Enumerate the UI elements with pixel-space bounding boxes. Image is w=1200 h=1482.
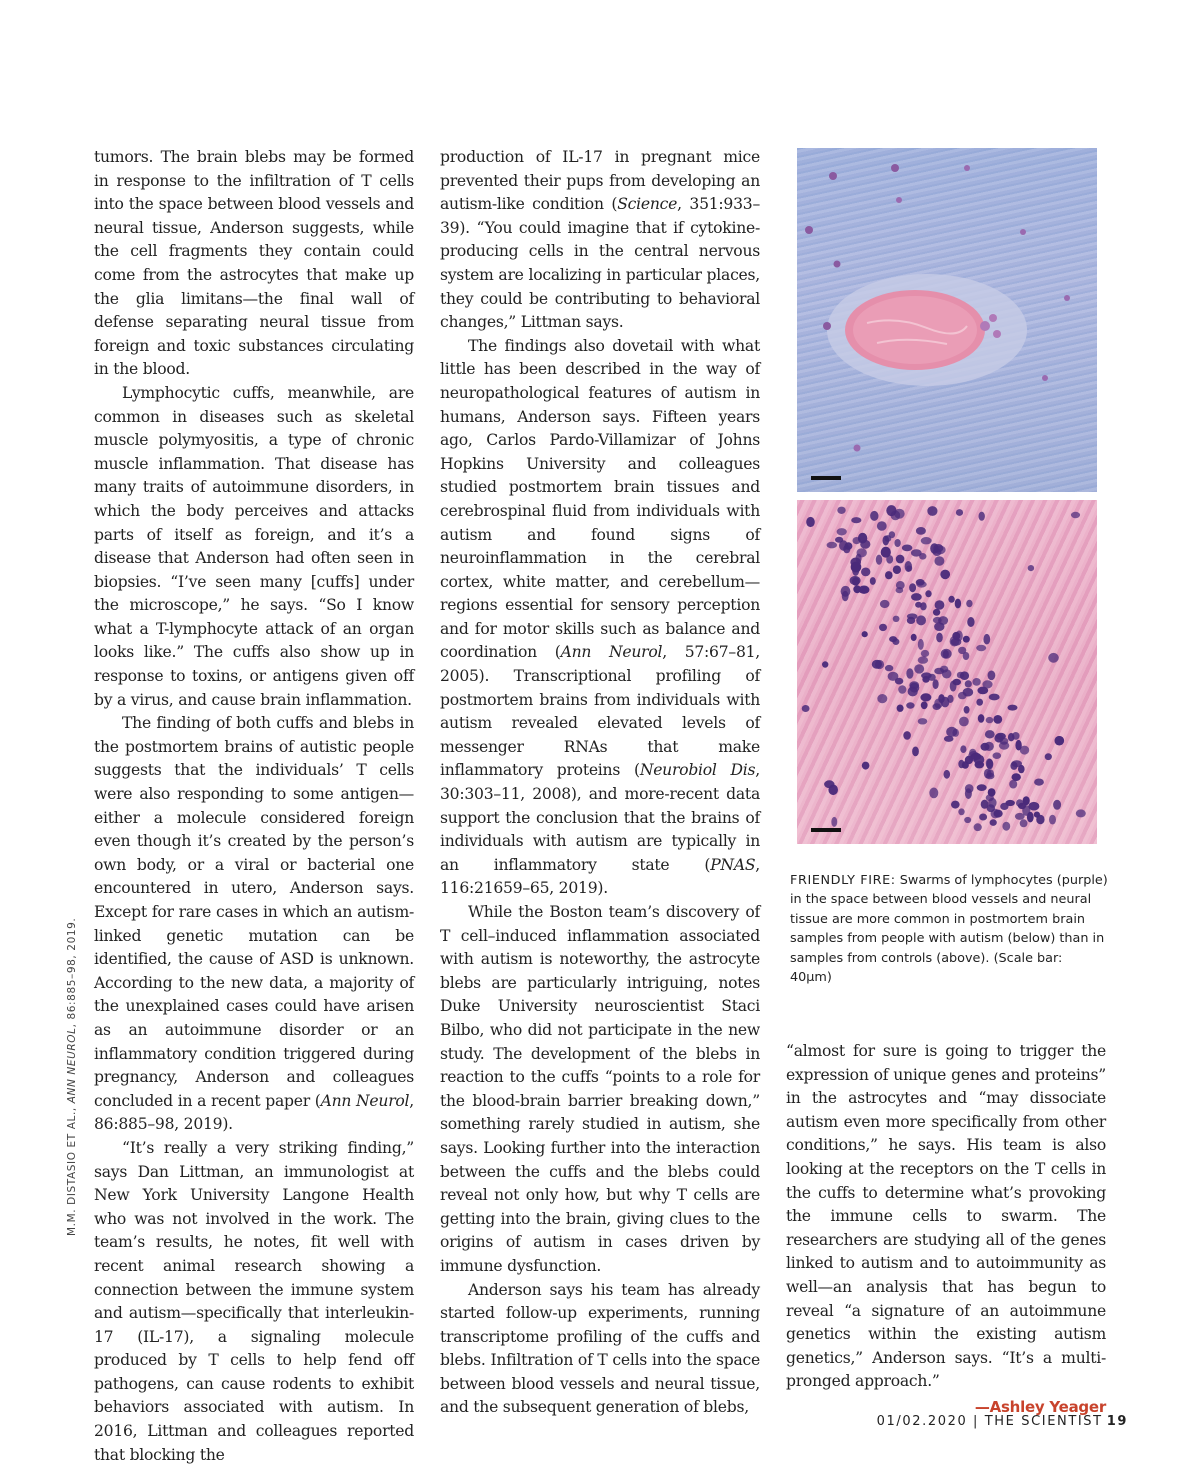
cell-nucleus xyxy=(1015,740,1021,751)
cell-nucleus xyxy=(958,808,964,815)
cell-nucleus xyxy=(955,599,961,609)
cell-nucleus xyxy=(979,814,987,821)
citation-journal: Science xyxy=(617,195,678,214)
cell-nucleus xyxy=(952,679,961,686)
paragraph: “It’s really a very striking finding,” says Dan Littman, an immunologist at New York University Langone Health who was not involved in the work. The team’s results, he notes, fit well with recent animal research showing a connection between the immune system and autism—specifically that interleukin-17 (IL-17), a signaling molecule produced by T cells to help fend off pathogens, can cause rodents to exhibit behaviors associated with autism. In 2016, Littman and colleagues reported that blocking the xyxy=(94,1138,414,1464)
cell-nucleus xyxy=(909,583,916,592)
cell-nucleus xyxy=(940,570,950,580)
cell-nucleus xyxy=(916,527,926,535)
cell-nucleus xyxy=(940,666,948,673)
cell-nucleus xyxy=(990,819,997,826)
cell-nucleus xyxy=(983,634,990,645)
cell-nucleus xyxy=(896,587,904,593)
cell-nucleus xyxy=(999,742,1009,750)
cell-nucleus xyxy=(1012,773,1021,781)
paragraph: “almost for sure is going to trigger the expression of unique genes and proteins” in the astrocytes and “may dissociate autism even more specifically from other conditions,” he says. His team is also looking at the receptors on the T cells in the cuffs to determine what’s provoking the immune cells to swarm. The researchers are studying all of the genes linked to autism and to autoimmunity as well—an analysis that has begun to reveal “a signature of an autoimmune genetics within the existing autism genetics,” Anderson says. “It’s a multi-pronged approach.” xyxy=(786,1042,1106,1391)
cell-nucleus xyxy=(933,679,939,689)
cell-nucleus xyxy=(822,661,828,667)
cell-nucleus xyxy=(802,705,810,712)
cell-nucleus xyxy=(851,517,861,523)
cell-nucleus xyxy=(948,596,954,603)
micrograph-control xyxy=(797,148,1097,492)
cell-nucleus xyxy=(920,602,927,610)
article-column-3 xyxy=(786,1040,1106,1420)
citation-journal: PNAS xyxy=(710,855,756,874)
cell-nucleus xyxy=(976,699,983,706)
cell-nucleus xyxy=(916,615,926,625)
cell-nucleus xyxy=(1027,812,1034,823)
cell-nucleus xyxy=(893,565,901,574)
cell-nucleus xyxy=(964,817,971,823)
cell-nucleus xyxy=(885,665,893,671)
cell-nucleus xyxy=(941,649,952,659)
page-footer xyxy=(877,1414,1128,1429)
cell-nucleus xyxy=(918,639,924,650)
cell-nucleus xyxy=(880,600,890,608)
cell-nucleus xyxy=(862,762,870,770)
cell-nucleus xyxy=(906,702,914,708)
cell-nucleus xyxy=(1076,809,1086,817)
cell-nucleus xyxy=(1011,760,1022,767)
cell-nucleus xyxy=(898,685,906,694)
cell-nucleus xyxy=(979,512,985,521)
cell-nucleus xyxy=(921,701,928,709)
citation-journal: Ann Neurol xyxy=(560,643,663,662)
paragraph: Anderson says his team has already started follow-up experiments, running transcriptome profiling of the cuffs and blebs. Infiltration of T cells into the space between blood vessels and neural tissue, and the subsequent generation of blebs, xyxy=(440,1280,760,1417)
cell-nucleus xyxy=(827,542,837,549)
cell-nucleus xyxy=(912,747,919,757)
cell-nucleus xyxy=(861,568,870,577)
cell-nucleus xyxy=(933,609,940,616)
cell-nucleus xyxy=(902,545,913,552)
cell-nucleus xyxy=(921,650,929,657)
cell-nucleus xyxy=(963,636,970,643)
cell-nucleus xyxy=(951,801,960,809)
cell-nucleus xyxy=(993,752,1002,759)
cell-nucleus xyxy=(1034,812,1040,818)
cell-nucleus xyxy=(908,687,918,697)
cell-nucleus xyxy=(885,571,893,579)
cell-nucleus xyxy=(984,769,992,779)
cell-nucleus xyxy=(870,511,878,521)
cell-nucleus xyxy=(1028,565,1034,571)
cell-nucleus xyxy=(1002,822,1010,831)
article-column-2 xyxy=(440,146,760,1420)
cell-nucleus xyxy=(914,664,924,673)
cell-nucleus xyxy=(974,823,982,831)
cell-nucleus xyxy=(1006,800,1015,806)
cell-nucleus xyxy=(876,555,882,565)
cell-nucleus xyxy=(981,743,990,751)
cell-nucleus xyxy=(911,593,922,601)
cell-nucleus xyxy=(964,706,970,714)
cell-nucleus xyxy=(1048,653,1059,663)
cell-nucleus xyxy=(1015,813,1025,820)
cell-nucleus xyxy=(935,600,945,610)
image-credit: M.M. DISTASIO ET AL., ANN NEUROL, 86:885–98, 2019. xyxy=(66,917,78,1236)
cell-nucleus xyxy=(967,617,974,627)
cell-nucleus xyxy=(837,507,845,514)
scale-bar xyxy=(811,828,841,832)
cell-nucleus xyxy=(981,800,989,809)
paragraph: tumors. The brain blebs may be formed in response to the infiltration of T cells into the space between blood vessels and neural tissue, Anderson suggests, while the cell fragments they contain could come from the astrocytes that make up the glia limitans—the final wall of defense separating neural tissue from foreign and toxic substances circulating in the blood. xyxy=(94,148,414,379)
cell-nucleus xyxy=(911,634,917,641)
cell-nucleus xyxy=(919,553,926,560)
paragraph: While the Boston team’s discovery of T cell–induced inflammation associated with autism is noteworthy, the astrocyte blebs are particularly intriguing, notes Duke University neuroscientist Staci Bilbo, who did not participate in the new study. The development of the blebs in reaction to the cuffs “points to a role for the blood-brain barrier breaking down,” something rarely studied in autism, she says. Looking further into the interaction between the cuffs and the blebs could reveal not only how, but why T cells are getting into the brain, giving clues to the origins of autism in cases driven by immune dysfunction. xyxy=(440,903,760,1275)
cell-nucleus xyxy=(839,540,848,550)
citation-journal: Neurobiol Dis xyxy=(639,761,756,780)
cell-nucleus xyxy=(972,678,980,686)
cell-nucleus xyxy=(986,717,994,723)
cell-nucleus xyxy=(907,613,918,619)
cell-nucleus xyxy=(894,539,900,547)
cell-nucleus xyxy=(877,694,887,703)
micrograph-autism xyxy=(797,500,1097,844)
cell-nucleus xyxy=(1016,799,1023,807)
cell-nucleus xyxy=(977,784,987,791)
cell-nucleus xyxy=(929,788,938,799)
cell-nucleus xyxy=(1053,800,1061,810)
cell-nucleus xyxy=(921,537,932,544)
cell-nucleus xyxy=(1028,802,1039,811)
cell-nucleus xyxy=(934,556,944,566)
citation-journal: Ann Neurol xyxy=(320,1091,410,1110)
cell-nucleus xyxy=(806,517,815,527)
cell-nucleus xyxy=(895,678,903,685)
author-byline: —Ashley Yeager xyxy=(974,1397,1106,1416)
cell-nucleus xyxy=(879,624,887,631)
cell-nucleus xyxy=(877,521,887,531)
cell-nucleus xyxy=(936,633,943,643)
caption-heading: FRIENDLY FIRE: xyxy=(790,873,896,888)
cell-nucleus xyxy=(960,745,966,753)
cell-nucleus xyxy=(918,656,928,663)
cell-nucleus xyxy=(993,715,1002,724)
cell-nucleus xyxy=(837,528,847,535)
cell-nucleus xyxy=(1012,732,1020,740)
cell-nucleus xyxy=(946,727,957,737)
paragraph: The finding of both cuffs and blebs in the postmortem brains of autistic people suggests that the individuals’ T cells were also responding to some antigen—either a molecule considered foreign even though it’s created by the person’s own body, or a viral or bacterial one encountered in utero, Anderson says. Except for rare cases in which an autism-linked genetic mutation can be identified, the cause of ASD is unknown. According to the new data, a majority of the unexplained cases could have arisen as an autoimmune disorder or an inflammatory condition triggered during pregnancy, Anderson and colleagues concluded in a recent paper (Ann Neurol, 86:885–98, 2019). xyxy=(94,714,414,1134)
article-column-1 xyxy=(94,146,414,1467)
paragraph: production of IL-17 in pregnant mice prevented their pups from developing an autism-like condition (Science, 351:933–39). “You could imagine that if cytokine-producing cells in the central nervous system are localizing in particular places, they could be contributing to behavioral changes,” Littman says. xyxy=(440,148,760,332)
cell-nucleus xyxy=(927,506,937,516)
cell-nucleus xyxy=(934,699,943,709)
cell-nucleus xyxy=(986,758,993,768)
cell-nucleus xyxy=(965,680,972,687)
caption-text: Swarms of lymphocytes (purple) in the space between blood vessels and neural tissue are more common in postmortem brain samples from people with autism (below) than in samples from controls (above). (Scale bar: 40μm) xyxy=(790,873,1108,986)
cell-nucleus xyxy=(872,660,882,669)
cell-nucleus xyxy=(976,645,986,651)
cell-nucleus xyxy=(1023,796,1030,805)
cell-nucleus xyxy=(966,600,972,608)
cell-nucleus xyxy=(959,717,969,727)
cell-nucleus xyxy=(974,755,985,765)
cell-nucleus xyxy=(897,705,904,712)
cell-nucleus xyxy=(977,687,988,695)
cell-nucleus xyxy=(1071,512,1080,518)
cell-nucleus xyxy=(960,671,969,680)
cell-nucleus xyxy=(922,676,929,683)
paragraph: The findings also dovetail with what little has been described in the way of neuropathological features of autism in humans, Anderson says. Fifteen years ago, Carlos Pardo-Villamizar of Johns Hopkins University and colleagues studied postmortem brain tissues and cerebrospinal fluid from individuals with autism and found signs of neuroinflammation in the cerebral cortex, white matter, and cerebellum—regions essential for sensory perception and for motor skills such as balance and coordination (Ann Neurol, 57:67–81, 2005). Transcriptional profiling of postmortem brains from individuals with autism revealed elevated levels of messenger RNAs that make inflammatory proteins (Neurobiol Dis, 30:303–11, 2008), and more-recent data support the conclusion that the brains of individuals with autism are typically in an inflammatory state (PNAS, 116:21659–65, 2019). xyxy=(440,336,760,898)
cell-nucleus xyxy=(986,794,994,801)
cell-nucleus xyxy=(842,591,849,601)
cell-nucleus xyxy=(862,631,868,637)
cell-nucleus xyxy=(1034,779,1044,786)
cell-nucleus xyxy=(906,668,913,679)
cell-nucleus xyxy=(935,546,946,555)
cell-nucleus xyxy=(859,586,870,594)
cell-nucleus xyxy=(824,780,834,788)
cell-nucleus xyxy=(985,730,995,738)
cell-nucleus xyxy=(905,561,912,572)
cell-nucleus xyxy=(850,576,861,585)
autism-tissue-illustration xyxy=(797,500,1097,844)
cell-nucleus xyxy=(886,555,893,564)
paragraph: Lymphocytic cuffs, meanwhile, are common in diseases such as skeletal muscle polymyositis, a type of chronic muscle inflammation. That disease has many traits of autoimmune disorders, in which the body perceives and attacks parts of itself as foreign, and it’s a disease that Anderson had often seen in biopsies. “I’ve seen many [cuffs] under the microscope,” he says. “So I know what a T-lymphocyte attack of an organ looks like.” The cuffs also show up in response to toxins, or antigens given off by a virus, and cause brain inflammation. xyxy=(94,383,414,709)
cell-nucleus xyxy=(903,731,911,740)
cell-nucleus xyxy=(896,555,905,564)
cell-nucleus xyxy=(831,817,837,827)
page-number: 19 xyxy=(1106,1414,1128,1429)
cell-nucleus xyxy=(893,616,900,622)
cell-nucleus xyxy=(916,581,927,587)
cell-nucleus xyxy=(894,509,905,519)
cell-nucleus xyxy=(1049,815,1056,825)
cell-nucleus xyxy=(944,770,951,779)
cell-nucleus xyxy=(988,671,996,681)
cell-nucleus xyxy=(853,537,861,544)
issue-label: 01/02.2020 | THE SCIENTIST xyxy=(876,1414,1103,1429)
cell-nucleus xyxy=(860,540,870,549)
cell-nucleus xyxy=(963,652,970,660)
cell-nucleus xyxy=(925,590,931,597)
cell-nucleus xyxy=(1045,753,1052,760)
cell-nucleus xyxy=(850,558,861,568)
cell-nucleus xyxy=(1055,736,1065,746)
cell-nucleus xyxy=(989,694,1000,701)
cell-nucleus xyxy=(956,509,963,516)
cell-nucleus xyxy=(1008,705,1018,711)
cell-nucleus xyxy=(870,577,876,585)
cell-nucleus xyxy=(885,535,892,542)
cell-nucleus xyxy=(934,622,944,631)
cell-nucleus xyxy=(952,632,960,640)
scale-bar xyxy=(811,476,841,480)
cell-nucleus xyxy=(1009,780,1017,789)
cell-nucleus xyxy=(958,760,964,769)
cell-nucleus xyxy=(947,695,953,703)
cell-nucleus xyxy=(963,688,974,697)
cell-nucleus xyxy=(1020,819,1028,827)
cell-nucleus xyxy=(965,784,974,793)
figure-caption xyxy=(790,871,1108,987)
cell-nucleus xyxy=(892,638,899,645)
cell-nucleus xyxy=(978,714,985,723)
control-tissue-illustration xyxy=(797,148,1097,492)
cell-nucleus xyxy=(920,693,931,701)
cell-nucleus xyxy=(918,718,928,724)
cell-nucleus xyxy=(994,810,1003,818)
